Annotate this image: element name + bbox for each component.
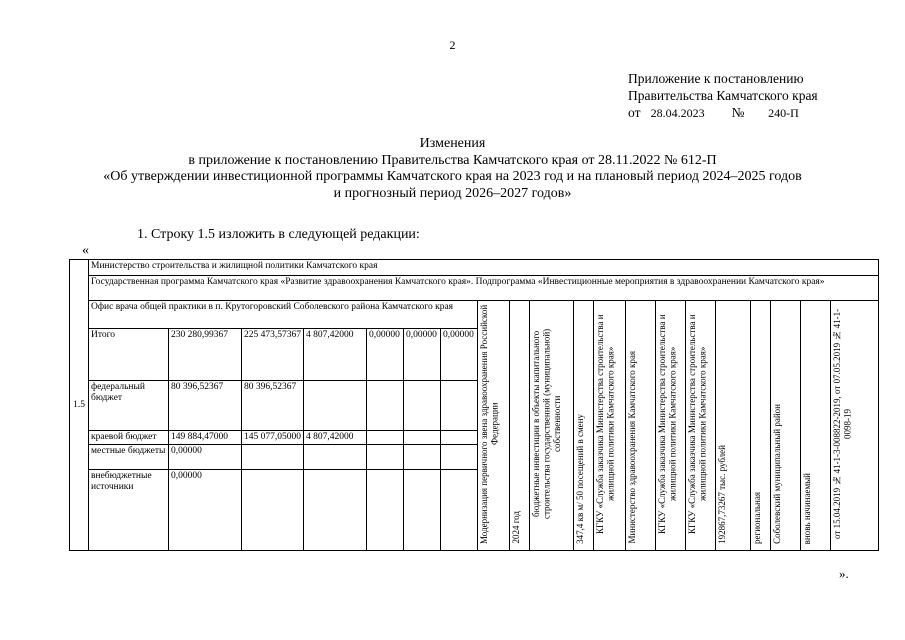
title-line-3: «Об утверждении инвестиционной программы Камчатского края на 2023 год и на плановый период 2024–2025 годов — [103, 169, 802, 184]
row-regional-label: краевой бюджет — [89, 431, 169, 445]
row-federal-v2: 80 396,52367 — [242, 381, 304, 431]
row-extra-v5 — [404, 470, 441, 551]
row-federal-v1: 80 396,52367 — [169, 381, 242, 431]
row-number: 1.5 — [70, 260, 89, 551]
row-local-v5 — [404, 445, 441, 470]
row-regional-v6 — [441, 431, 478, 445]
developer-cell: КГКУ «Служба заказчика Министерства строительства и жилищной политики Камчатского края» — [656, 301, 686, 551]
operator-cell: КГКУ «Служба заказчика Министерства строительства и жилищной политики Камчатского края» — [686, 301, 716, 551]
appendix-line-2: Правительства Камчатского края — [628, 88, 818, 103]
row-extra-v2 — [242, 470, 304, 551]
ministry-cell: Министерство строительства и жилищной политики Камчатского края — [89, 260, 879, 276]
status-cell: вновь начинаемый — [801, 301, 831, 551]
appendix-line-1: Приложение к постановлению — [628, 71, 804, 86]
row-total-v2: 225 473,57367 — [242, 329, 304, 381]
row-regional-v2: 145 077,05000 — [242, 431, 304, 445]
row-local-v3 — [304, 445, 367, 470]
row-regional-v5 — [404, 431, 441, 445]
row-regional-v1: 149 884,47000 — [169, 431, 242, 445]
page-number: 2 — [449, 38, 456, 52]
row-extra-v1: 0,00000 — [169, 470, 242, 551]
expertise-cell: от 15.04.2019 № 41-1-3-008822-2019, от 07.05.2019 № 41-1-0098-19 — [831, 301, 879, 551]
row-local-v2 — [242, 445, 304, 470]
row-extra-label: внебюджетные источники — [89, 470, 169, 551]
level-cell: региональная — [751, 301, 771, 551]
row-regional-v4 — [367, 431, 404, 445]
quote-close: ». — [839, 566, 849, 581]
row-federal-v6 — [441, 381, 478, 431]
row-total-label: Итого — [89, 329, 169, 381]
row-local-v1: 0,00000 — [169, 445, 242, 470]
row-total-v5: 0,00000 — [404, 329, 441, 381]
program-cell: Государственная программа Камчатского края «Развитие здравоохранения Камчатского края». Подпрограмма «Инвестиционные мероприятия в здравоохранении Камчатского края» — [89, 276, 879, 301]
appendix-date: 28.04.2023 — [650, 106, 705, 120]
row-total-v1: 230 280,99367 — [169, 329, 242, 381]
row-total-v3: 4 807,42000 — [304, 329, 367, 381]
title-line-1: Изменения — [419, 136, 486, 151]
row-total-v4: 0,00000 — [367, 329, 404, 381]
row-local-v6 — [441, 445, 478, 470]
quote-open: « — [82, 243, 89, 258]
appendix-heading — [628, 70, 818, 122]
row-extra-v3 — [304, 470, 367, 551]
document-title — [60, 136, 845, 202]
row-extra-v4 — [367, 470, 404, 551]
row-extra-v6 — [441, 470, 478, 551]
capacity-cell: 347,4 кв м/ 50 посещений в смену — [574, 301, 594, 551]
appendix-number-sign: № — [731, 105, 745, 120]
row-federal-v3 — [304, 381, 367, 431]
appendix-number: 240-П — [768, 106, 799, 120]
direction-cell: Модернизация первичного звена здравоохранения Российской Федерации — [478, 301, 510, 551]
row-regional-v3: 4 807,42000 — [304, 431, 367, 445]
object-cell: Офис врача общей практики в п. Крутогоровский Соболевского района Камчатского края — [89, 301, 478, 329]
ministry-health-cell: Министерство здравоохранения Камчатского края — [626, 301, 656, 551]
district-cell: Соболевский муниципальный район — [771, 301, 801, 551]
year-cell: 2024 год — [510, 301, 530, 551]
item-instruction: 1. Строку 1.5 изложить в следующей редакции: — [137, 227, 420, 242]
row-total-v6: 0,00000 — [441, 329, 478, 381]
investment-table — [69, 259, 879, 551]
investment-type-cell: бюджетные инвестиции в объекты капитального строительства государственной (муниципальной) собственности — [530, 301, 574, 551]
row-federal-label: федеральный бюджет — [89, 381, 169, 431]
row-local-label: местные бюджеты — [89, 445, 169, 470]
appendix-date-prefix: от — [628, 105, 641, 120]
title-line-4: и прогнозный период 2026–2027 годов» — [333, 185, 572, 201]
appendix-date-line — [628, 104, 818, 122]
title-line-2: в приложение к постановлению Правительства Камчатского края от 28.11.2022 № 612-П — [188, 152, 717, 168]
row-federal-v5 — [404, 381, 441, 431]
customer-cell: КГКУ «Служба заказчика Министерства строительства и жилищной политики Камчатского края» — [594, 301, 626, 551]
row-local-v4 — [367, 445, 404, 470]
cost-cell: 192867,73267 тыс. рублей — [716, 301, 751, 551]
row-federal-v4 — [367, 381, 404, 431]
